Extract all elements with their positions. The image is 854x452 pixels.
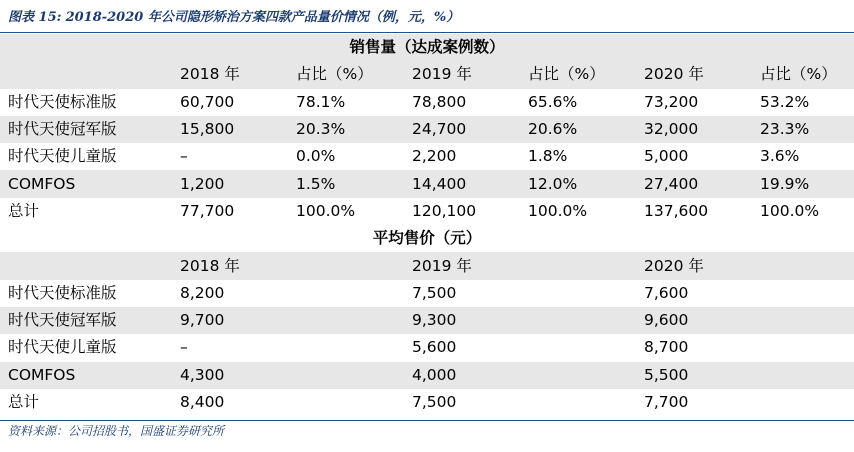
table-cell: 7,500 bbox=[412, 283, 457, 302]
table-cell bbox=[520, 280, 636, 307]
row-label-cell: 总计 bbox=[8, 201, 40, 220]
table-cell: 8,700 bbox=[644, 338, 689, 357]
row-label-cell: 时代天使冠军版 bbox=[0, 307, 172, 334]
table-cell: 3.6% bbox=[760, 147, 800, 166]
caption-text: 2018-2020 年公司隐形矫治方案四款产品量价情况（例，元，%） bbox=[65, 10, 460, 25]
table-cell: 24,700 bbox=[404, 116, 520, 143]
row-label-cell: 时代天使儿童版 bbox=[8, 147, 117, 166]
row-label-cell: 时代天使标准版 bbox=[8, 283, 117, 302]
table-cell bbox=[288, 280, 404, 307]
table-cell: 100.0% bbox=[760, 201, 820, 220]
price-section-title bbox=[0, 225, 854, 252]
table-cell: 5,500 bbox=[636, 362, 752, 389]
column-header bbox=[752, 252, 854, 279]
table-row bbox=[0, 334, 854, 361]
table-cell: 4,300 bbox=[172, 362, 288, 389]
figure-caption bbox=[8, 6, 459, 30]
table-cell: – bbox=[180, 147, 188, 166]
table-cell: 15,800 bbox=[172, 116, 288, 143]
column-header: 2018 年 bbox=[172, 252, 288, 279]
table-cell: 4,000 bbox=[404, 362, 520, 389]
table-cell: 78.1% bbox=[296, 92, 346, 111]
row-label-cell: COMFOS bbox=[0, 362, 172, 389]
column-header bbox=[288, 252, 404, 279]
table-cell: 100.0% bbox=[528, 201, 588, 220]
row-label-cell: COMFOS bbox=[0, 170, 172, 197]
table-row bbox=[0, 116, 854, 143]
table-cell: 9,600 bbox=[636, 307, 752, 334]
row-label-cell: 时代天使儿童版 bbox=[8, 338, 117, 357]
table-cell: 12.0% bbox=[520, 170, 636, 197]
table-cell: 8,400 bbox=[180, 393, 225, 411]
column-header: 2019 年 bbox=[404, 61, 520, 88]
table-cell bbox=[288, 307, 404, 334]
table-cell: 20.6% bbox=[520, 116, 636, 143]
table-row bbox=[0, 389, 854, 416]
table-cell: 2,200 bbox=[412, 147, 457, 166]
column-header: 2018 年 bbox=[172, 61, 288, 88]
column-header bbox=[0, 61, 172, 88]
table-row bbox=[0, 307, 854, 334]
table-cell bbox=[520, 389, 636, 416]
column-header: 2019 年 bbox=[404, 252, 520, 279]
table-cell bbox=[288, 334, 404, 361]
table-cell: 7,700 bbox=[644, 393, 689, 411]
table-cell: 14,400 bbox=[404, 170, 520, 197]
table-row bbox=[0, 170, 854, 197]
column-header: 2020 年 bbox=[636, 252, 752, 279]
table-cell: 19.9% bbox=[752, 170, 854, 197]
column-header bbox=[520, 252, 636, 279]
table-cell: 5,000 bbox=[644, 147, 689, 166]
caption-prefix: 图表 15: bbox=[8, 10, 62, 25]
table-cell: 137,600 bbox=[644, 201, 709, 220]
column-header: 占比（%） bbox=[288, 61, 404, 88]
table-cell: 1,200 bbox=[172, 170, 288, 197]
table-cell: 60,700 bbox=[180, 92, 235, 111]
table-row bbox=[0, 362, 854, 389]
table-cell bbox=[752, 334, 854, 361]
row-label-cell: 总计 bbox=[8, 393, 40, 411]
section-title: 平均售价（元） bbox=[372, 229, 482, 248]
table-cell: 20.3% bbox=[288, 116, 404, 143]
table-cell bbox=[288, 362, 404, 389]
table-cell: 1.8% bbox=[528, 147, 568, 166]
table-cell bbox=[288, 389, 404, 416]
sales-section-title bbox=[0, 34, 854, 61]
row-label-cell: 时代天使冠军版 bbox=[0, 116, 172, 143]
column-header-row bbox=[0, 61, 854, 88]
table-cell: 7,600 bbox=[644, 283, 689, 302]
table-cell bbox=[520, 307, 636, 334]
column-header: 2020 年 bbox=[636, 61, 752, 88]
row-label-cell: 时代天使标准版 bbox=[8, 92, 117, 111]
table-cell: – bbox=[180, 338, 188, 357]
top-rule bbox=[0, 32, 854, 33]
data-table bbox=[0, 34, 854, 416]
table-cell: 65.6% bbox=[528, 92, 578, 111]
source-note: 资料来源：公司招股书，国盛证券研究所 bbox=[8, 424, 225, 438]
table-row bbox=[0, 89, 854, 116]
table-cell: 0.0% bbox=[296, 147, 336, 166]
table-cell: 9,700 bbox=[172, 307, 288, 334]
table-cell: 78,800 bbox=[412, 92, 467, 111]
table-cell: 120,100 bbox=[412, 201, 477, 220]
table-cell: 9,300 bbox=[404, 307, 520, 334]
column-header: 占比（%） bbox=[752, 61, 854, 88]
column-header bbox=[0, 252, 172, 279]
table-row bbox=[0, 143, 854, 170]
table-cell: 32,000 bbox=[636, 116, 752, 143]
bottom-rule bbox=[0, 420, 854, 421]
table-cell: 77,700 bbox=[180, 201, 235, 220]
table-cell bbox=[520, 362, 636, 389]
table-cell: 100.0% bbox=[296, 201, 356, 220]
table-cell: 27,400 bbox=[636, 170, 752, 197]
column-header: 占比（%） bbox=[520, 61, 636, 88]
table-row bbox=[0, 198, 854, 225]
table-cell: 8,200 bbox=[180, 283, 225, 302]
table-cell: 1.5% bbox=[288, 170, 404, 197]
table-cell bbox=[752, 307, 854, 334]
table-cell bbox=[752, 362, 854, 389]
table-cell: 5,600 bbox=[412, 338, 457, 357]
table-body bbox=[0, 34, 854, 416]
table-cell: 7,500 bbox=[412, 393, 457, 411]
table-cell: 53.2% bbox=[760, 92, 810, 111]
table-cell bbox=[752, 389, 854, 416]
section-title: 销售量（达成案例数） bbox=[0, 34, 854, 61]
table-cell: 73,200 bbox=[644, 92, 699, 111]
column-header-row bbox=[0, 252, 854, 279]
table-cell bbox=[520, 334, 636, 361]
table-cell bbox=[752, 280, 854, 307]
table-row bbox=[0, 280, 854, 307]
table-cell: 23.3% bbox=[752, 116, 854, 143]
